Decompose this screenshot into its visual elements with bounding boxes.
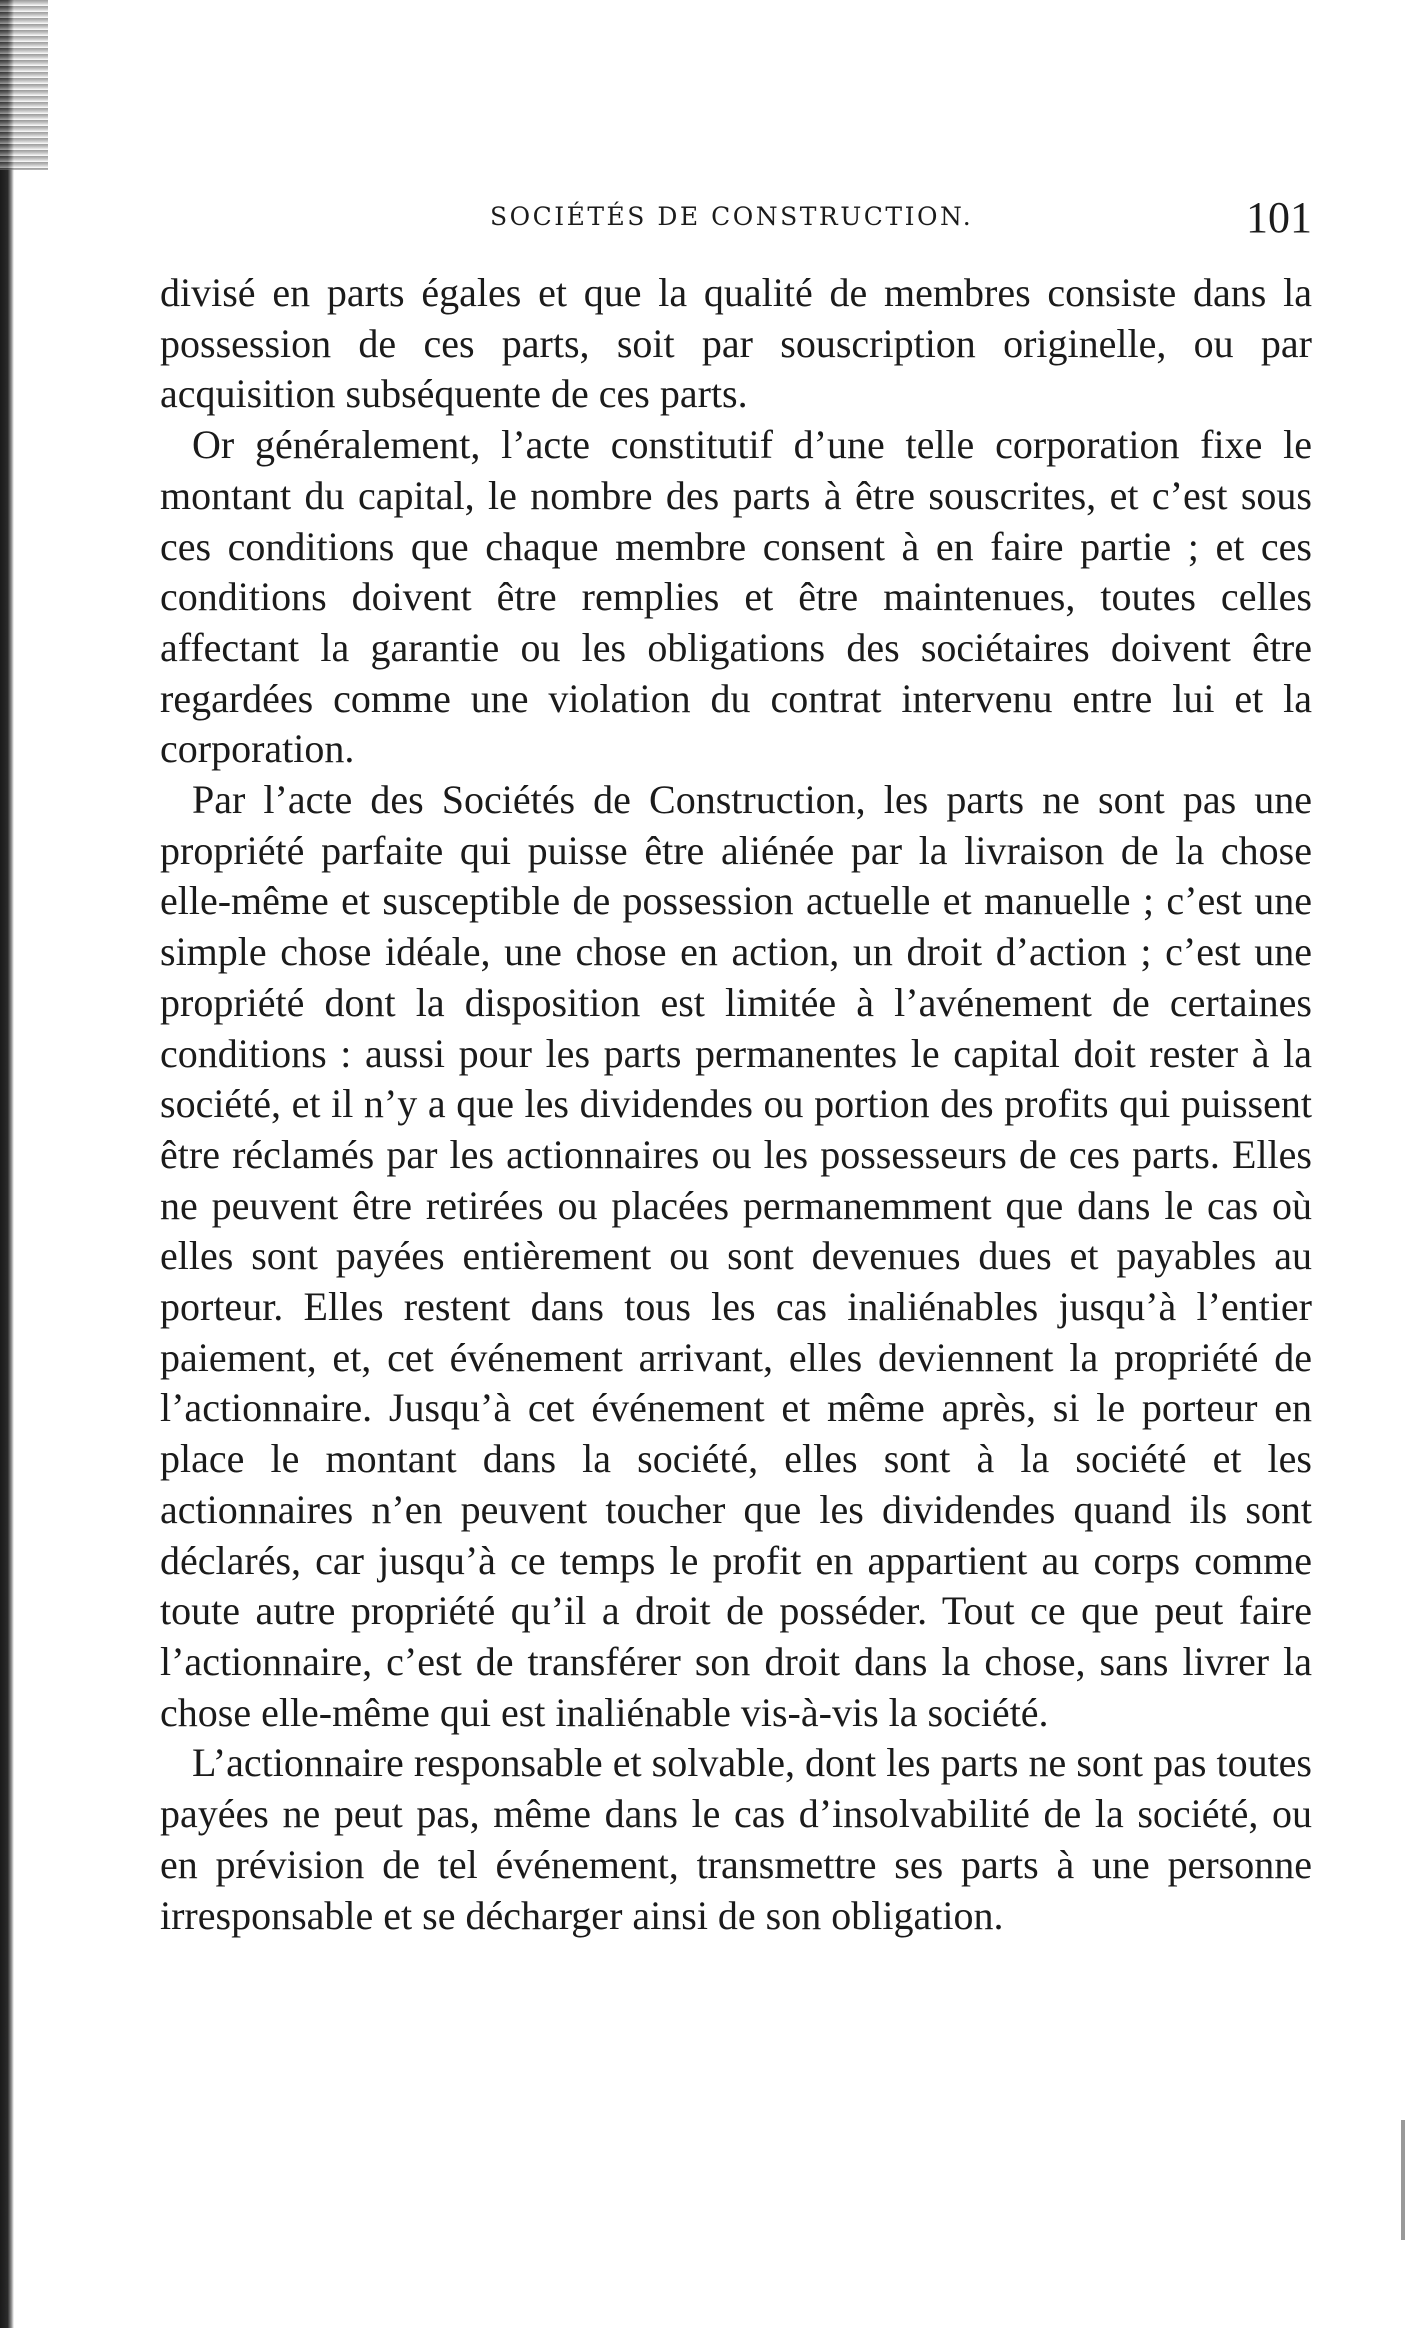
- body-text: [160, 268, 1312, 1941]
- paragraph-continuation: divisé en parts égales et que la qualité de membres consiste dans la possession de ces parts, soit par souscription originelle, ou par acquisition subséquente de ces parts.: [160, 270, 1312, 417]
- scan-edge-mark: [1401, 2120, 1405, 2240]
- page-number: 101: [1246, 193, 1312, 242]
- binding-edge: [0, 0, 14, 2328]
- paragraph: Par l’acte des Sociétés de Construction, les parts ne sont pas une propriété parfaite qui puisse être aliénée par la livraison de la chose elle-même et susceptible de possession actuelle et manuelle ; c’est une simple chose idéale, une chose en action, un droit d’action ; c’est une propriété dont la disposition est limitée à l’avénement de certaines conditions : aussi pour les parts permanentes le capital doit rester à la société, et il n’y a que les dividendes ou portion des profits qui puissent être réclamés par les actionnaires ou les possesseurs de ces parts. Elles ne peuvent être retirées ou placées permanemment que dans le cas où elles sont payées entièrement ou sont devenues dues et payables au porteur. Elles restent dans tous les cas inaliénables jusqu’à l’entier paiement, et, cet événement arrivant, elles deviennent la propriété de l’actionnaire. Jusqu’à cet événement et même après, si le porteur en place le montant dans la société, elles sont à la société et les actionnaires n’en peuvent toucher que les dividendes quand ils sont déclarés, car jusqu’à ce temps le profit en appartient au corps comme toute autre propriété qu’il a droit de posséder. Tout ce que peut faire l’actionnaire, c’est de transférer son droit dans la chose, sans livrer la chose elle-même qui est inaliénable vis-à-vis la société.: [160, 777, 1312, 1735]
- binding-edge-shadow: [0, 0, 48, 170]
- running-head-title: SOCIÉTÉS DE CONSTRUCTION.: [490, 202, 974, 231]
- running-head: [160, 192, 1312, 246]
- paragraph: Or généralement, l’acte constitutif d’une telle corporation fixe le montant du capital, le nombre des parts à être souscrites, et c’est sous ces conditions que chaque membre consent à en faire partie ; et ces conditions doivent être remplies et être maintenues, toutes celles affectant la garantie ou les obligations des sociétaires doivent être regardées comme une violation du contrat intervenu entre lui et la corporation.: [160, 422, 1312, 772]
- paragraph: L’actionnaire responsable et solvable, dont les parts ne sont pas toutes payées ne peut pas, même dans le cas d’insolvabilité de la société, ou en prévision de tel événement, transmettre ses parts à une personne irresponsable et se décharger ainsi de son obligation.: [160, 1740, 1312, 1938]
